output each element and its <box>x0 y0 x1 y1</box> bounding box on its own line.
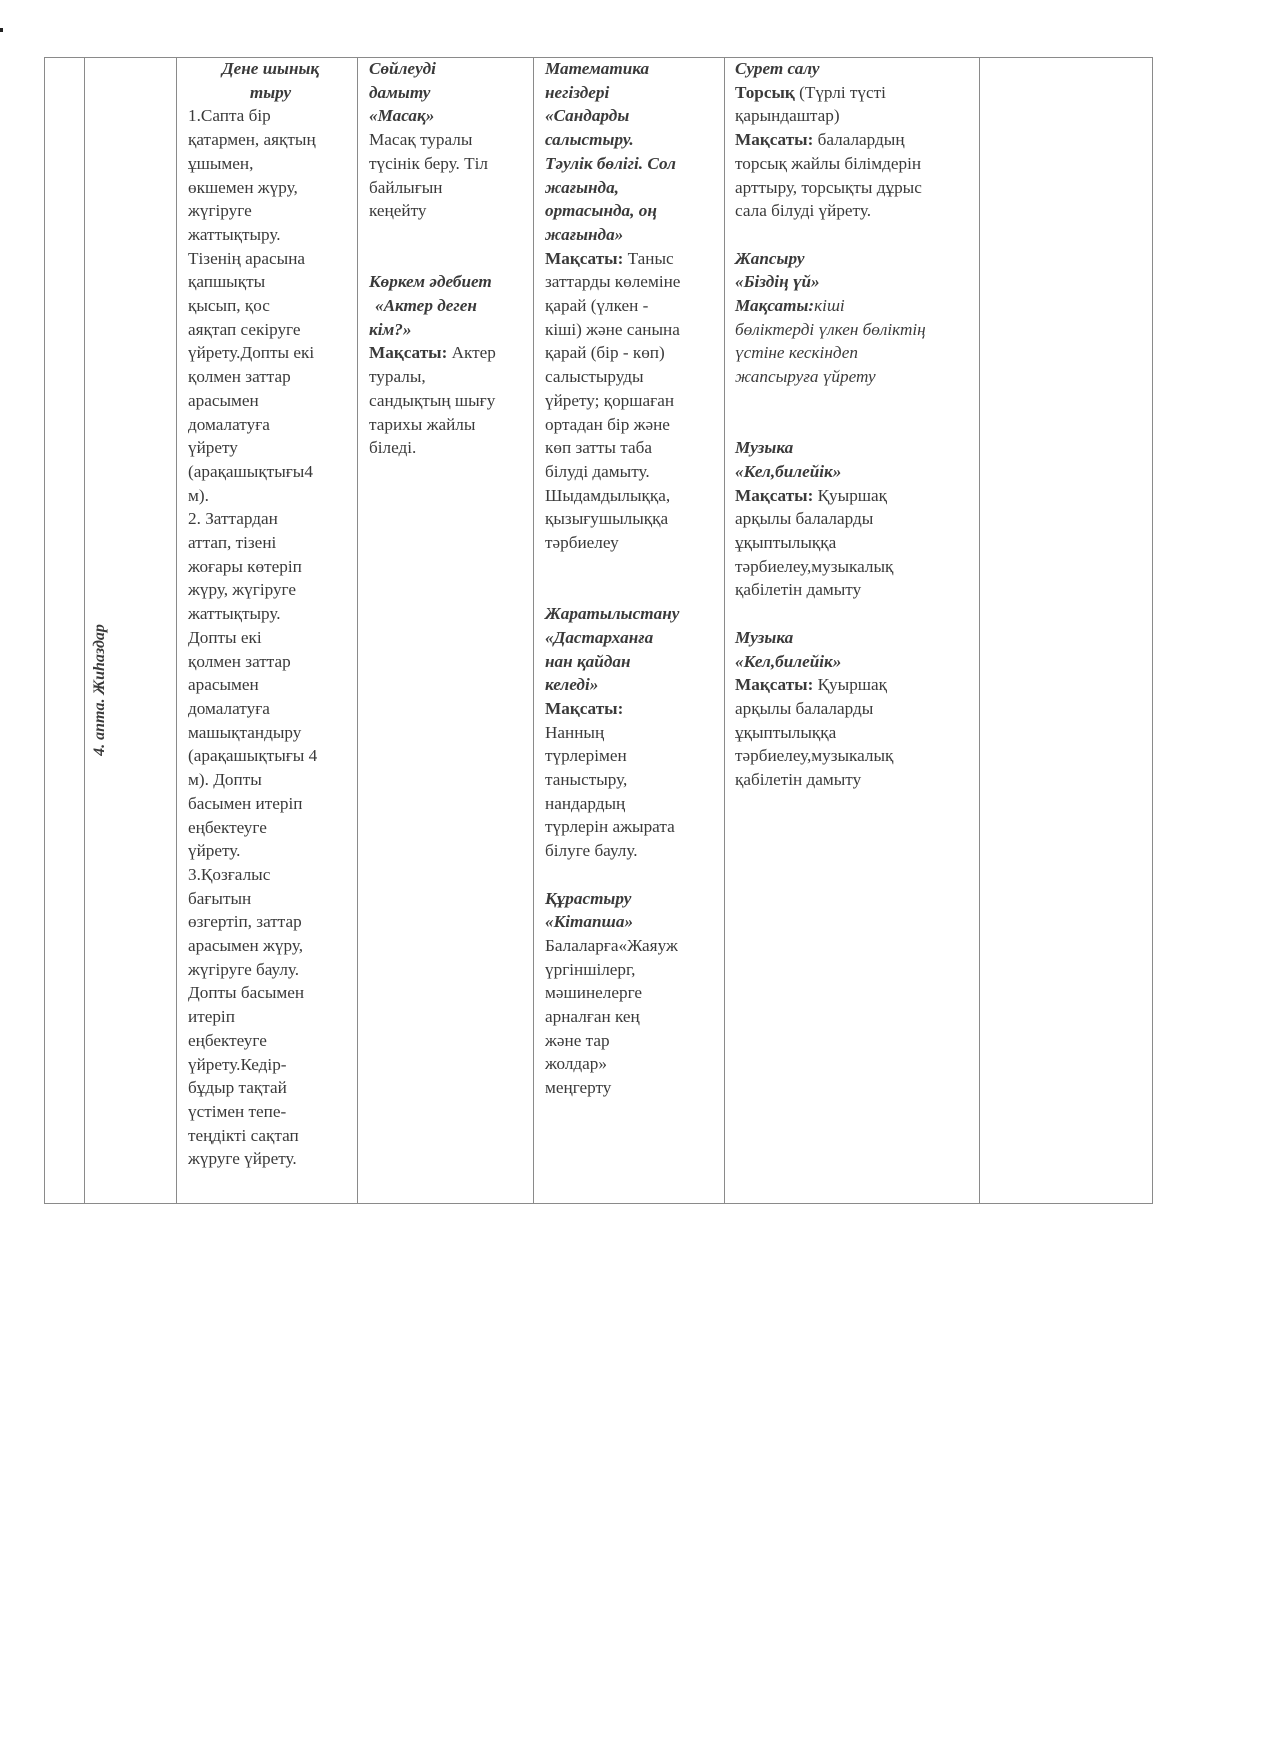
column-divider-6 <box>979 57 980 1204</box>
text-line: домалатуға <box>188 698 270 718</box>
text-line: жапсыруға үйрету <box>735 367 876 387</box>
text-line: тәрбиелеу,музыкалық <box>735 556 894 576</box>
text-line: білуді дамыту. <box>545 461 650 481</box>
text-line: басымен итеріп <box>188 793 303 813</box>
column-divider-1 <box>84 57 85 1204</box>
goal-line <box>545 247 723 271</box>
text-line: үстіне кескіндеп <box>735 343 858 363</box>
math-title-4: салыстыру. <box>545 130 634 150</box>
text-line: мәшинелерге <box>545 983 643 1003</box>
math-title-6: жағында, <box>545 177 619 197</box>
text-line: қолмен заттар <box>188 367 291 387</box>
text-line: домалатуға <box>188 414 270 434</box>
text-line: аяқтап секіруге <box>188 319 301 339</box>
text-line: еңбектеуге <box>188 1030 267 1050</box>
nature-title-2: «Дастарханға <box>545 627 654 647</box>
goal-text: Таныс <box>623 248 674 268</box>
text-line: Нанның <box>545 722 605 742</box>
text-line: арттыру, торсықты дұрыс <box>735 177 922 197</box>
text-line: 1.Сапта бір <box>188 106 271 126</box>
text-line: тарихы жайлы <box>369 414 476 434</box>
text-line: үйрету.Допты екі <box>188 343 315 363</box>
text-line: түрлерін ажырата <box>545 817 675 837</box>
text-line: Допты басымен <box>188 983 305 1003</box>
text-line: м). Допты <box>188 770 262 790</box>
goal-label: Мақсаты: <box>735 296 815 316</box>
math-title-8: жағында» <box>545 224 624 244</box>
empty-cell <box>991 57 1141 1197</box>
text-line: қызығушылыққа <box>545 509 669 529</box>
text-line: түсінік беру. Тіл <box>369 153 488 173</box>
music-title-2: «Кел,билейік» <box>735 461 842 481</box>
text-line: ұқыптылыққа <box>735 722 837 742</box>
table-left-border <box>44 57 45 1204</box>
text-line: бағытын <box>188 888 252 908</box>
text-line: арасымен <box>188 390 259 410</box>
text-line: нандардың <box>545 793 626 813</box>
text-line: жүру, жүгіруге <box>188 580 297 600</box>
text-line: қабілетін дамыту <box>735 770 862 790</box>
text-line: ұшымен, <box>188 153 254 173</box>
goal-label: Мақсаты: <box>735 130 814 150</box>
goal-label: Мақсаты: <box>735 675 814 695</box>
speech-title-3: «Масақ» <box>369 106 435 126</box>
text-line: білуге баулу. <box>545 841 638 861</box>
text-line: машықтандыру <box>188 722 302 742</box>
text-line: біледі. <box>369 438 417 458</box>
table-right-border <box>1152 57 1153 1204</box>
physical-education-title-1: Дене шынық <box>221 59 320 78</box>
column-divider-4 <box>533 57 534 1204</box>
text-line: байлығын <box>369 177 443 197</box>
literature-title-1: Көркем әдебиет <box>369 272 492 292</box>
text-line: жаттықтыру. <box>188 604 281 624</box>
drawing-subject-line <box>735 81 975 105</box>
text-line: арқылы балаларды <box>735 509 874 529</box>
column-divider-2 <box>176 57 177 1204</box>
nature-title-4: келеді» <box>545 675 599 695</box>
text-line: торсық жайлы білімдерін <box>735 153 922 173</box>
goal-line <box>735 484 975 508</box>
text-line: арасымен <box>188 675 259 695</box>
text-line: үйрету; қоршаған <box>545 390 675 410</box>
text-line: Тізенің арасына <box>188 248 306 268</box>
text-line: жоғары көтеріп <box>188 556 302 576</box>
text-line: жүгіруге <box>188 201 252 221</box>
text-line: тәрбиелеу,музыкалық <box>735 746 894 766</box>
text-line: тәрбиелеу <box>545 533 619 553</box>
nature-title-3: нан қайдан <box>545 651 631 671</box>
text-line: еңбектеуге <box>188 817 267 837</box>
text-line: ортадан бір және <box>545 414 670 434</box>
math-title-3: «Сандарды <box>545 106 630 126</box>
text-line: көп затты таба <box>545 438 653 458</box>
math-title-1: Математика <box>545 59 650 78</box>
drawing-subject: Торсық <box>735 82 795 102</box>
text-line: үйрету.Кедір- <box>188 1054 287 1074</box>
music-title-1: Музыка <box>735 627 794 647</box>
text-line: итеріп <box>188 1007 235 1027</box>
goal-text: Қуыршақ <box>813 675 888 695</box>
speech-title-2: дамыту <box>369 82 431 102</box>
text-line: бұдыр тақтай <box>188 1078 287 1098</box>
goal-text: балалардың <box>813 130 905 150</box>
physical-education-title-2: тыру <box>249 82 292 102</box>
text-line: арқылы балаларды <box>735 698 874 718</box>
goal-line <box>735 294 975 318</box>
text-line: жолдар» <box>545 1054 607 1074</box>
text-line: заттарды көлеміне <box>545 272 681 292</box>
text-line: сала білуді үйрету. <box>735 201 872 221</box>
text-line: теңдікті сақтап <box>188 1125 299 1145</box>
text-line: аттап, тізені <box>188 533 277 553</box>
text-line: қатармен, аяқтың <box>188 130 316 150</box>
math-nature-construction-cell <box>545 57 723 1100</box>
text-line: Шыдамдылыққа, <box>545 485 671 505</box>
text-line: салыстыруды <box>545 367 644 387</box>
drawing-subject-rest: (Түрлі түсті <box>794 82 886 102</box>
music-title-1: Музыка <box>735 438 794 458</box>
text-line: 3.Қозғалыс <box>188 864 271 884</box>
text-line: жүгіруге баулу. <box>188 959 300 979</box>
text-line: арналған кең <box>545 1007 640 1027</box>
text-line: қапшықты <box>188 272 266 292</box>
literature-title-2: «Актер деген <box>375 296 477 315</box>
text-line: өзгертіп, заттар <box>188 912 302 932</box>
text-line: туралы, <box>369 367 426 387</box>
math-title-2: негіздері <box>545 82 610 102</box>
table-bottom-border <box>44 1203 1153 1204</box>
text-line: өкшемен жүру, <box>188 177 298 197</box>
text-line: (арақашықтығы 4 <box>188 746 318 766</box>
text-line: (арақашықтығы4 <box>188 461 313 481</box>
column-divider-5 <box>724 57 725 1204</box>
math-title-7: ортасында, оң <box>545 201 657 221</box>
math-title-5: Тәулік бөлігі. Сол <box>545 153 676 173</box>
goal-line <box>369 341 531 365</box>
drawing-title: Сурет салу <box>735 59 820 78</box>
text-line: қолмен заттар <box>188 651 291 671</box>
text-line: кеңейту <box>369 201 427 221</box>
literature-title-3: кім?» <box>369 319 412 339</box>
goal-label: Мақсаты: <box>545 248 624 268</box>
week-label: 4. апта. Жиһаздар <box>91 624 108 756</box>
goal-line <box>735 128 975 152</box>
page-edge-mark <box>0 28 3 32</box>
text-line: м). <box>188 485 209 505</box>
text-line: сандықтың шығу <box>369 390 496 410</box>
construction-title-1: Құрастыру <box>545 888 632 908</box>
text-line: үйрету <box>188 438 238 458</box>
physical-education-cell <box>188 57 353 1171</box>
text-line: қабілетін дамыту <box>735 580 862 600</box>
text-line: Масақ туралы <box>369 130 473 150</box>
text-line: меңгерту <box>545 1078 612 1098</box>
goal-label: Мақсаты: <box>545 698 624 718</box>
construction-title-2: «Кітапша» <box>545 912 634 932</box>
goal-text: кіші <box>814 296 845 316</box>
nature-title-1: Жаратылыстану <box>545 604 680 624</box>
goal-label: Мақсаты: <box>735 485 814 505</box>
text-line: үйрету. <box>188 841 241 861</box>
text-line: жүруге үйрету. <box>188 1149 297 1169</box>
text-line: қарай (бір - көп) <box>545 343 665 363</box>
text-line: бөліктерді үлкен бөліктің <box>735 319 926 339</box>
text-line: қарай (үлкен - <box>545 296 649 316</box>
column-divider-3 <box>357 57 358 1204</box>
text-line: Допты екі <box>188 627 262 647</box>
speech-literature-cell <box>369 57 531 460</box>
applique-title-2: «Біздің үй» <box>735 272 820 292</box>
text-line: арасымен жүру, <box>188 936 304 956</box>
text-line: үргіншілерг, <box>545 959 636 979</box>
text-line: жаттықтыру. <box>188 224 281 244</box>
text-line: кіші) және санына <box>545 319 680 339</box>
art-music-cell <box>735 57 975 792</box>
text-line: түрлерімен <box>545 746 627 766</box>
text-line: таныстыру, <box>545 770 628 790</box>
text-line: қысып, қос <box>188 296 270 316</box>
goal-label: Мақсаты: <box>369 343 448 363</box>
text-line: 2. Заттардан <box>188 509 278 529</box>
text-line: Балаларға«Жаяуж <box>545 935 678 955</box>
goal-line <box>735 673 975 697</box>
text-line: қарындаштар) <box>735 106 840 126</box>
applique-title-1: Жапсыру <box>735 248 805 268</box>
text-line: үстімен тепе- <box>188 1101 287 1121</box>
music-title-2: «Кел,билейік» <box>735 651 842 671</box>
goal-text: Актер <box>447 343 496 363</box>
goal-text: Қуыршақ <box>813 485 888 505</box>
speech-title-1: Сөйлеуді <box>369 59 436 78</box>
text-line: және тар <box>545 1030 610 1050</box>
text-line: ұқыптылыққа <box>735 533 837 553</box>
